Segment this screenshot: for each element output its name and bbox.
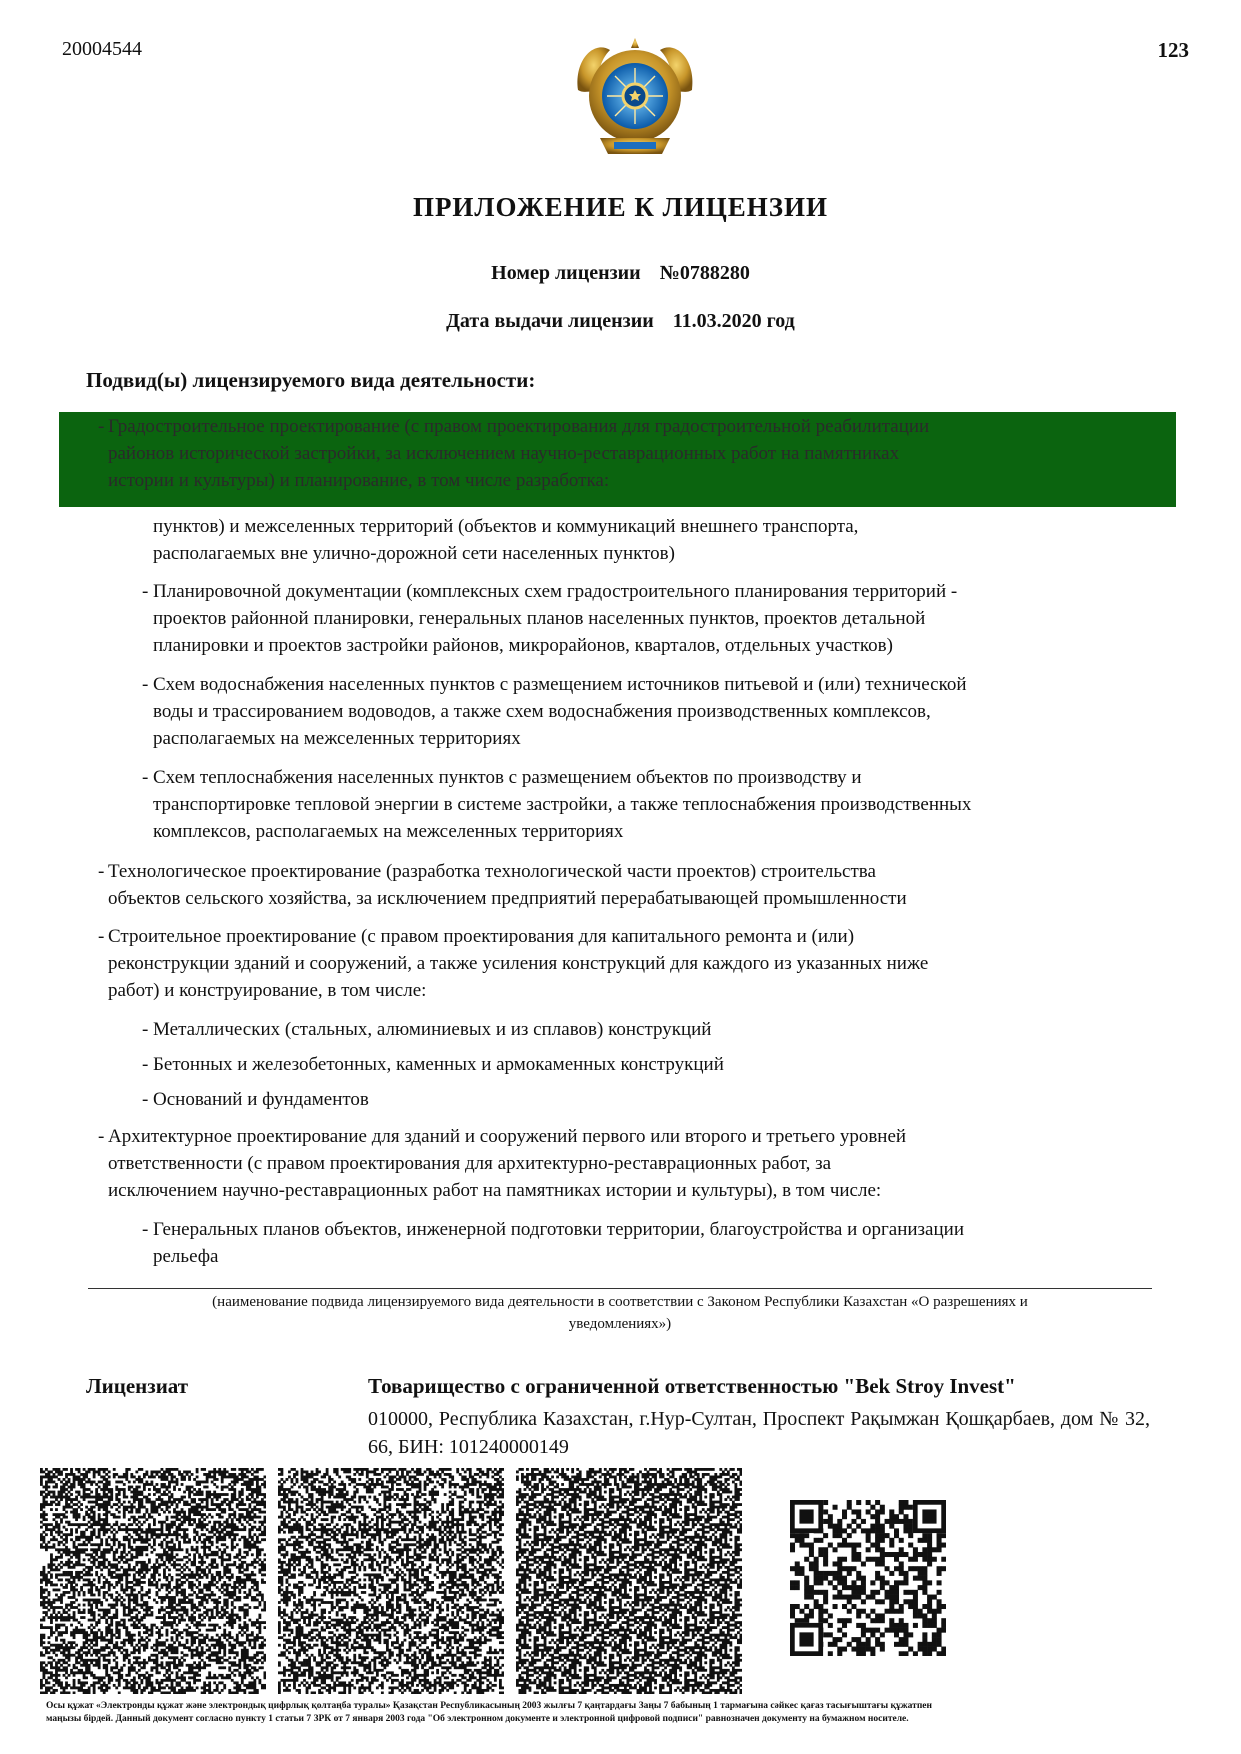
license-date-line bbox=[0, 310, 1241, 333]
licensee-label: Лицензиат bbox=[86, 1374, 189, 1398]
list-bullet-dash: - bbox=[142, 674, 149, 695]
activity-line: Планировочной документации (комплексных схем градостроительного планирования территорий - bbox=[153, 581, 958, 602]
qr-code bbox=[790, 1500, 946, 1656]
activity-line: Технологическое проектирование (разработка технологической части проектов) строительства bbox=[108, 861, 876, 882]
activity-line: Оснований и фундаментов bbox=[153, 1089, 369, 1110]
license-date-value: 11.03.2020 год bbox=[672, 310, 795, 332]
list-bullet-dash: - bbox=[142, 1089, 149, 1110]
activity-line: Схем теплоснабжения населенных пунктов с размещением объектов по производству и bbox=[153, 767, 862, 788]
activity-line: пунктов) и межселенных территорий (объектов и коммуникаций внешнего транспорта, bbox=[153, 516, 859, 537]
activity-line: Металлических (стальных, алюминиевых и из сплавов) конструкций bbox=[153, 1019, 712, 1040]
legal-note bbox=[46, 1700, 1198, 1726]
license-number-line bbox=[0, 262, 1241, 285]
activity-line: исключением научно-реставрационных работ на памятниках истории и культуры), в том числе: bbox=[108, 1180, 882, 1201]
activity-line: истории и культуры) и планирование, в том числе разработка: bbox=[108, 470, 610, 491]
datamatrix-code-3 bbox=[516, 1468, 742, 1694]
activity-line: реконструкции зданий и сооружений, а также усиления конструкций для каждого из указанных ниже bbox=[108, 953, 929, 974]
footnote-line: (наименование подвида лицензируемого вида деятельности в соответствии с Законом Республики Казахстан «О разрешениях и bbox=[212, 1294, 1028, 1310]
activity-line: ответственности (с правом проектирования для архитектурно-реставрационных работ, за bbox=[108, 1153, 832, 1174]
page-number: 123 bbox=[1157, 38, 1189, 62]
activity-line: Архитектурное проектирование для зданий и сооружений первого или второго и третьего уровней bbox=[108, 1126, 907, 1147]
license-date-label: Дата выдачи лицензии bbox=[446, 310, 654, 332]
list-bullet-dash: - bbox=[98, 416, 105, 437]
licensee-name: Товарищество с ограниченной ответственностью "Bek Stroy Invest" bbox=[368, 1374, 1016, 1398]
legal-note-line: маңызы бірдей. Данный документ согласно пункту 1 статьи 7 ЗРК от 7 января 2003 года "Об электронном документе и электронной цифровой подписи" равнозначен документу на бумажном носителе. bbox=[46, 1714, 909, 1724]
activity-item bbox=[142, 1016, 1213, 1043]
activity-item bbox=[153, 513, 1213, 567]
datamatrix-code-1 bbox=[40, 1468, 266, 1694]
activity-line: районов исторической застройки, за исключением научно-реставрационных работ на памятниках bbox=[108, 443, 900, 464]
activity-item bbox=[142, 671, 1213, 752]
activity-line: проектов районной планировки, генеральных планов населенных пунктов, проектов детальной bbox=[153, 608, 926, 629]
footnote-line: уведомлениях») bbox=[568, 1316, 672, 1332]
legal-note-line: Осы құжат «Электронды құжат және электрондық цифрлық қолтаңба туралы» Қазақстан Республикасының 2003 жылғы 7 қаңтардағы Заңы 7 бабының 1 тармағына сәйкес қағаз тасығыштағы құжатпен bbox=[46, 1701, 932, 1711]
datamatrix-code-2 bbox=[278, 1468, 504, 1694]
activity-item bbox=[98, 413, 1208, 494]
list-bullet-dash: - bbox=[98, 1126, 105, 1147]
kazakhstan-state-emblem-icon bbox=[570, 30, 700, 162]
activity-item bbox=[98, 1123, 1208, 1204]
list-bullet-dash: - bbox=[142, 1054, 149, 1075]
license-number-label: Номер лицензии bbox=[491, 262, 641, 284]
list-bullet-dash: - bbox=[98, 926, 105, 947]
list-bullet-dash: - bbox=[142, 581, 149, 602]
activity-line: Схем водоснабжения населенных пунктов с размещением источников питьевой и (или) технической bbox=[153, 674, 967, 695]
activity-line: Строительное проектирование (с правом проектирования для капитального ремонта и (или) bbox=[108, 926, 855, 947]
divider-line bbox=[88, 1288, 1152, 1289]
activity-line: воды и трассированием водоводов, а также схем водоснабжения производственных комплексов, bbox=[153, 701, 931, 722]
activity-line: Бетонных и железобетонных, каменных и армокаменных конструкций bbox=[153, 1054, 724, 1075]
list-bullet-dash: - bbox=[142, 1219, 149, 1240]
activity-item bbox=[142, 764, 1213, 845]
document-id: 20004544 bbox=[62, 38, 142, 60]
activity-item bbox=[142, 1086, 1213, 1113]
activity-line: Генеральных планов объектов, инженерной подготовки территории, благоустройства и организации bbox=[153, 1219, 964, 1240]
activity-line: работ) и конструирование, в том числе: bbox=[108, 980, 427, 1001]
list-bullet-dash: - bbox=[142, 767, 149, 788]
activity-line: планировки и проектов застройки районов, микрорайонов, кварталов, отдельных участков) bbox=[153, 635, 893, 656]
license-number-value: №0788280 bbox=[659, 262, 750, 284]
licensee-address: 010000, Республика Казахстан, г.Нур-Султан, Проспект Рақымжан Қошқарбаев, дом № 32, 66, БИН: 101240000149 bbox=[368, 1408, 1150, 1458]
activity-line: рельефа bbox=[153, 1246, 219, 1267]
activity-item bbox=[98, 923, 1208, 1004]
activity-line: Градостроительное проектирование (с правом проектирования для градостроительной реабилитации bbox=[108, 416, 930, 437]
list-bullet-dash: - bbox=[142, 1019, 149, 1040]
activity-line: располагаемых на межселенных территориях bbox=[153, 728, 521, 749]
document-title: ПРИЛОЖЕНИЕ К ЛИЦЕНЗИИ bbox=[412, 192, 829, 222]
list-bullet-dash: - bbox=[98, 861, 105, 882]
subkinds-heading: Подвид(ы) лицензируемого вида деятельности: bbox=[86, 368, 536, 392]
activity-item bbox=[142, 578, 1213, 659]
activity-line: располагаемых вне улично-дорожной сети населенных пунктов) bbox=[153, 543, 675, 564]
activity-item bbox=[98, 858, 1208, 912]
activity-footnote bbox=[88, 1291, 1152, 1335]
activity-item bbox=[142, 1051, 1213, 1078]
activity-line: комплексов, располагаемых на межселенных территориях bbox=[153, 821, 624, 842]
activity-item bbox=[142, 1216, 1213, 1270]
activity-line: транспортировке тепловой энергии в системе застройки, а также теплоснабжения производственных bbox=[153, 794, 972, 815]
activity-line: объектов сельского хозяйства, за исключением предприятий перерабатывающей промышленности bbox=[108, 888, 907, 909]
